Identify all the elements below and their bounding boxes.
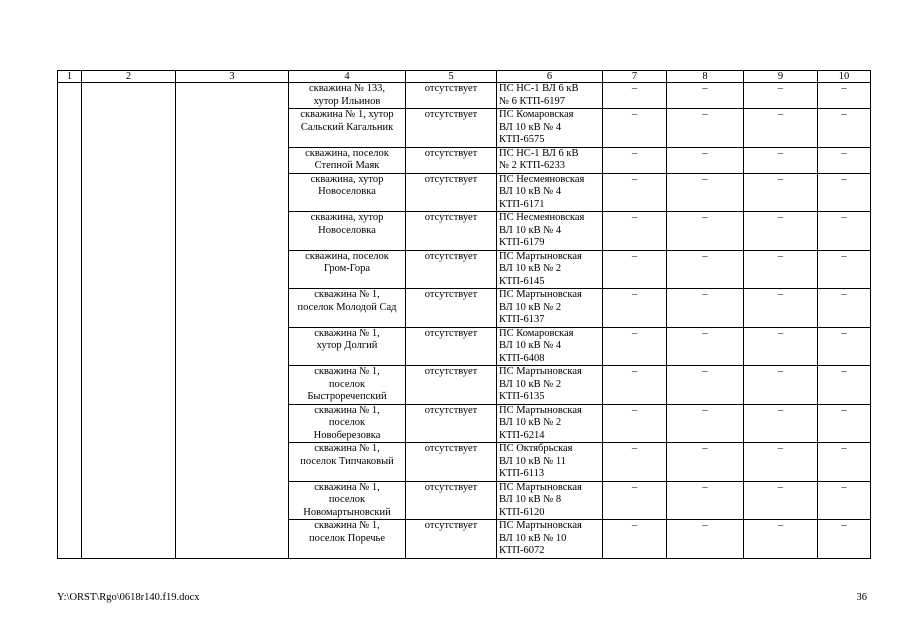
object-cell-line: скважина № 1,: [314, 366, 380, 377]
object-cell: [289, 327, 406, 366]
status-cell: отсутствует: [406, 212, 497, 251]
object-cell-line: Новомартыновский: [303, 506, 391, 518]
column-number: 9: [744, 71, 818, 83]
dash-cell: –: [744, 443, 818, 482]
object-cell-line: Степной Маяк: [314, 160, 380, 171]
status-cell: отсутствует: [406, 109, 497, 148]
power-source-cell: [497, 481, 603, 520]
dash-cell: –: [603, 366, 667, 405]
dash-cell: –: [603, 212, 667, 251]
object-cell-line: скважина № 1,: [314, 404, 380, 416]
dash-cell: –: [667, 327, 744, 366]
power-source-cell: [497, 147, 603, 173]
object-cell-line: Быстроречепский: [307, 391, 387, 402]
dash-cell: –: [603, 404, 667, 443]
status-cell: отсутствует: [406, 327, 497, 366]
status-cell: отсутствует: [406, 147, 497, 173]
dash-cell: –: [603, 83, 667, 109]
table-row: [58, 83, 871, 109]
object-cell: [289, 520, 406, 559]
object-cell-line: Гром-Гора: [323, 263, 371, 274]
power-source-cell-line: ПС Комаровская: [499, 109, 574, 120]
power-source-cell: [497, 404, 603, 443]
object-cell: [289, 366, 406, 405]
dash-cell: –: [603, 173, 667, 212]
column-number: 10: [818, 71, 871, 83]
column-number: 4: [289, 71, 406, 83]
object-cell-line: скважина, поселок: [305, 147, 389, 159]
object-cell-line: хутор Долгий: [316, 340, 378, 351]
data-table: [57, 70, 871, 559]
column-number: 6: [497, 71, 603, 83]
status-cell: отсутствует: [406, 289, 497, 328]
power-source-cell-line: КТП-6179: [499, 237, 545, 248]
dash-cell: –: [818, 83, 871, 109]
dash-cell: –: [744, 481, 818, 520]
power-source-cell-line: ПС Несмеяновская: [499, 173, 585, 185]
dash-cell: –: [667, 109, 744, 148]
object-cell-line: скважина, хутор: [310, 173, 384, 185]
dash-cell: –: [818, 289, 871, 328]
power-source-cell: [497, 250, 603, 289]
dash-cell: –: [667, 147, 744, 173]
power-source-cell-line: ВЛ 10 кВ № 11: [499, 455, 566, 467]
power-source-cell-line: ПС НС-1 ВЛ 6 кВ: [499, 147, 579, 159]
power-source-cell: [497, 289, 603, 328]
status-cell: отсутствует: [406, 250, 497, 289]
power-source-cell: [497, 83, 603, 109]
object-cell: [289, 404, 406, 443]
dash-cell: –: [667, 520, 744, 559]
footer-file-path: Y:\ORST\Rgo\0618r140.f19.docx: [57, 592, 200, 603]
dash-cell: –: [818, 481, 871, 520]
object-cell-line: скважина № 1,: [314, 289, 380, 300]
object-cell-line: скважина № 133,: [308, 83, 386, 94]
column-number: 2: [82, 71, 176, 83]
object-cell: [289, 147, 406, 173]
object-cell: [289, 173, 406, 212]
dash-cell: –: [667, 250, 744, 289]
dash-cell: –: [603, 481, 667, 520]
dash-cell: –: [603, 443, 667, 482]
dash-cell: –: [744, 173, 818, 212]
status-cell: отсутствует: [406, 443, 497, 482]
power-source-cell-line: ВЛ 10 кВ № 2: [499, 301, 562, 313]
power-source-cell: [497, 327, 603, 366]
object-cell: [289, 109, 406, 148]
object-cell-line: скважина № 1,: [314, 443, 380, 454]
status-cell: отсутствует: [406, 404, 497, 443]
status-cell: отсутствует: [406, 520, 497, 559]
object-cell-line: скважина, хутор: [310, 212, 384, 223]
power-source-cell: [497, 366, 603, 405]
dash-cell: –: [818, 404, 871, 443]
dash-cell: –: [603, 520, 667, 559]
dash-cell: –: [818, 443, 871, 482]
power-source-cell-line: КТП-6135: [499, 391, 545, 402]
power-source-cell-line: ПС Мартыновская: [499, 289, 582, 300]
dash-cell: –: [667, 173, 744, 212]
dash-cell: –: [667, 83, 744, 109]
dash-cell: –: [818, 147, 871, 173]
object-cell-line: скважина № 1,: [314, 481, 380, 493]
dash-cell: –: [818, 520, 871, 559]
power-source-cell: [497, 520, 603, 559]
power-source-cell-line: ВЛ 10 кВ № 10: [499, 532, 567, 544]
power-source-cell-line: КТП-6137: [499, 314, 545, 325]
object-cell-line: поселок: [328, 417, 366, 428]
dash-cell: –: [667, 289, 744, 328]
object-cell-line: скважина № 1,: [314, 520, 380, 531]
dash-cell: –: [603, 250, 667, 289]
power-source-cell-line: № 6 КТП-6197: [499, 95, 566, 107]
object-cell: [289, 250, 406, 289]
column-number: 5: [406, 71, 497, 83]
dash-cell: –: [744, 520, 818, 559]
power-source-cell-line: № 2 КТП-6233: [499, 160, 566, 171]
status-cell: отсутствует: [406, 481, 497, 520]
power-source-cell-line: ВЛ 10 кВ № 4: [499, 224, 562, 236]
object-cell-line: Новоселовка: [318, 224, 376, 236]
status-cell: отсутствует: [406, 83, 497, 109]
status-cell: отсутствует: [406, 366, 497, 405]
power-source-cell: [497, 173, 603, 212]
dash-cell: –: [603, 327, 667, 366]
power-source-cell-line: ПС НС-1 ВЛ 6 кВ: [499, 83, 579, 94]
object-cell-line: поселок Поречье: [308, 532, 385, 544]
power-source-cell-line: КТП-6171: [499, 198, 545, 210]
column-number: 3: [176, 71, 289, 83]
dash-cell: –: [818, 109, 871, 148]
object-cell-line: хутор Ильинов: [313, 95, 381, 107]
dash-cell: –: [667, 212, 744, 251]
power-source-cell-line: КТП-6214: [499, 429, 545, 441]
object-cell-line: Новоселовка: [318, 186, 376, 197]
dash-cell: –: [744, 327, 818, 366]
object-cell-line: поселок: [328, 378, 366, 390]
status-cell: отсутствует: [406, 173, 497, 212]
power-source-cell-line: ПС Мартыновская: [499, 366, 582, 377]
object-cell: [289, 212, 406, 251]
object-cell-line: скважина № 1, хутор: [300, 109, 394, 120]
dash-cell: –: [603, 289, 667, 328]
merged-empty-cell: [176, 83, 289, 559]
dash-cell: –: [744, 83, 818, 109]
column-number: 7: [603, 71, 667, 83]
object-cell: [289, 83, 406, 109]
power-source-cell-line: ПС Октябрьская: [499, 443, 573, 454]
dash-cell: –: [818, 366, 871, 405]
object-cell-line: Сальский Кагальник: [300, 121, 394, 133]
page-number: 36: [856, 592, 867, 603]
merged-empty-cell: [82, 83, 176, 559]
power-source-cell-line: КТП-6120: [499, 506, 545, 518]
column-number: 8: [667, 71, 744, 83]
object-cell: [289, 443, 406, 482]
power-source-cell-line: ВЛ 10 кВ № 4: [499, 121, 562, 133]
dash-cell: –: [744, 147, 818, 173]
power-source-cell-line: ПС Комаровская: [499, 327, 574, 339]
object-cell: [289, 481, 406, 520]
object-cell-line: поселок Молодой Сад: [297, 301, 397, 313]
power-source-cell-line: КТП-6408: [499, 352, 545, 364]
dash-cell: –: [818, 327, 871, 366]
power-source-cell-line: ПС Мартыновская: [499, 250, 582, 262]
column-number-row: [58, 71, 871, 83]
power-source-cell-line: ВЛ 10 кВ № 2: [499, 417, 562, 428]
power-source-cell-line: ПС Мартыновская: [499, 404, 582, 416]
object-cell-line: Новоберезовка: [313, 429, 381, 441]
dash-cell: –: [744, 212, 818, 251]
object-cell-line: поселок: [328, 494, 366, 505]
table-body: [58, 83, 871, 559]
power-source-cell-line: ВЛ 10 кВ № 2: [499, 378, 562, 390]
power-source-cell: [497, 109, 603, 148]
object-cell: [289, 289, 406, 328]
power-source-cell-line: КТП-6145: [499, 275, 545, 287]
power-source-cell-line: ВЛ 10 кВ № 8: [499, 494, 562, 505]
power-source-cell-line: ВЛ 10 кВ № 2: [499, 263, 562, 274]
column-number: 1: [58, 71, 82, 83]
power-source-cell-line: КТП-6575: [499, 134, 545, 145]
power-source-cell-line: ПС Несмеяновская: [499, 212, 585, 223]
dash-cell: –: [603, 109, 667, 148]
dash-cell: –: [818, 212, 871, 251]
dash-cell: –: [667, 366, 744, 405]
power-source-cell-line: ВЛ 10 кВ № 4: [499, 340, 562, 351]
dash-cell: –: [744, 250, 818, 289]
object-cell-line: скважина № 1,: [314, 327, 380, 339]
dash-cell: –: [667, 481, 744, 520]
dash-cell: –: [744, 366, 818, 405]
power-source-cell-line: КТП-6072: [499, 545, 545, 556]
merged-empty-cell: [58, 83, 82, 559]
object-cell-line: скважина, поселок: [305, 250, 389, 262]
dash-cell: –: [818, 173, 871, 212]
dash-cell: –: [603, 147, 667, 173]
dash-cell: –: [744, 289, 818, 328]
dash-cell: –: [667, 404, 744, 443]
power-source-cell-line: КТП-6113: [499, 468, 545, 479]
power-source-cell-line: ПС Мартыновская: [499, 520, 582, 531]
dash-cell: –: [744, 404, 818, 443]
power-source-cell: [497, 443, 603, 482]
power-source-cell-line: ВЛ 10 кВ № 4: [499, 186, 562, 197]
dash-cell: –: [744, 109, 818, 148]
object-cell-line: поселок Типчаковый: [300, 455, 394, 467]
dash-cell: –: [667, 443, 744, 482]
dash-cell: –: [818, 250, 871, 289]
power-source-cell: [497, 212, 603, 251]
power-source-cell-line: ПС Мартыновская: [499, 481, 582, 493]
